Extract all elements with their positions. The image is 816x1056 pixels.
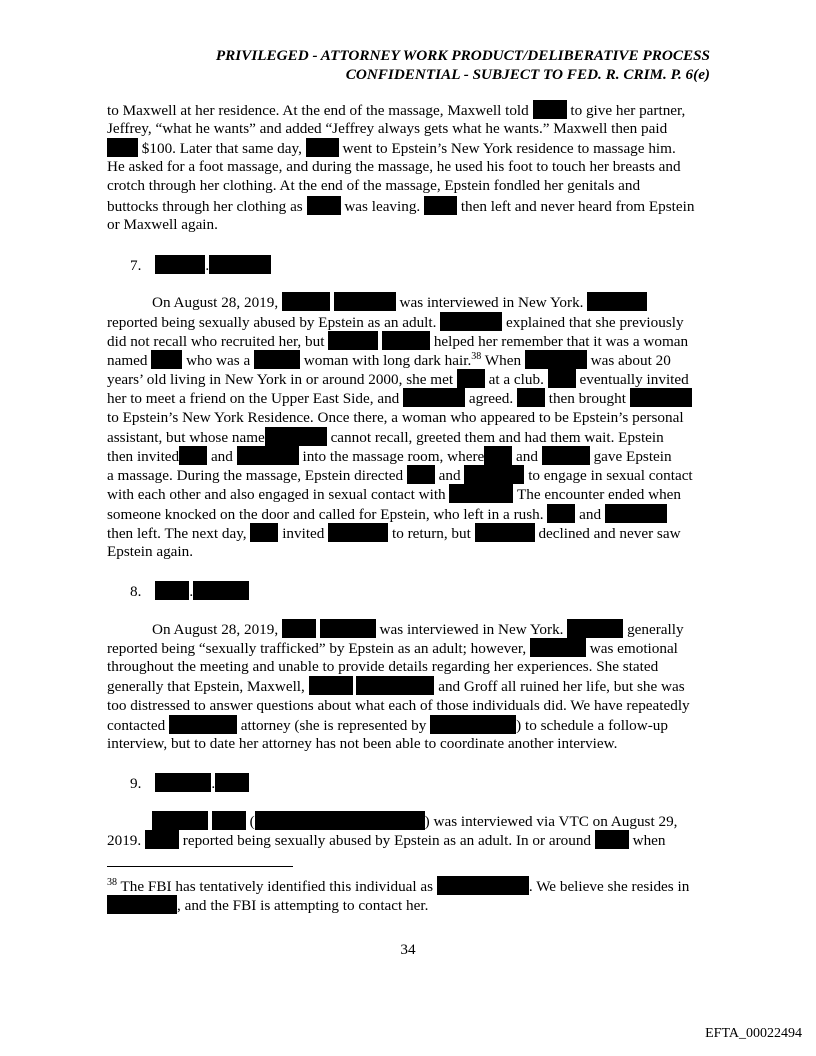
body-line: buttocks through her clothing as was leaving. then left and never heard from Epstein — [107, 198, 695, 215]
redaction — [107, 895, 177, 914]
redaction — [282, 619, 316, 638]
body-line: ( ) was interviewed via VTC on August 29, — [152, 811, 677, 831]
body-line: a massage. During the massage, Epstein directed and to engage in sexual contact — [107, 467, 693, 484]
redaction — [457, 369, 485, 388]
redaction — [155, 773, 211, 792]
redaction — [517, 388, 545, 407]
body-line: did not recall who recruited her, but helped her remember that it was a woman — [107, 333, 689, 350]
list-item-heading: 7. . — [130, 255, 271, 275]
redaction — [151, 350, 182, 369]
body-line: He asked for a foot massage, and during the massage, he used his foot to touch her breasts and — [107, 158, 681, 175]
footnote-mark: 38 — [107, 876, 117, 888]
body-line: assistant, but whose name cannot recall, greeted them and had them wait. Epstein — [107, 429, 664, 446]
footnote-ref: 38 — [471, 350, 482, 362]
redaction — [382, 331, 430, 350]
redaction — [440, 312, 502, 331]
redaction — [334, 292, 396, 311]
body-line: throughout the meeting and unable to provide details regarding her experiences. She stated — [107, 658, 659, 675]
redaction — [484, 446, 512, 465]
redaction — [356, 676, 434, 695]
redaction — [250, 523, 278, 542]
redaction — [193, 581, 249, 600]
redaction — [567, 619, 623, 638]
body-line: then left. The next day, invited to return, but declined and never saw — [107, 525, 681, 542]
body-line: to Maxwell at her residence. At the end of the massage, Maxwell told to give her partner, — [107, 102, 686, 119]
redaction — [547, 504, 575, 523]
redaction — [464, 465, 524, 484]
redaction — [320, 619, 376, 638]
body-line: crotch through her clothing. At the end of the massage, Epstein fondled her genitals and — [107, 177, 641, 194]
redaction — [630, 388, 692, 407]
redaction — [475, 523, 535, 542]
body-line: reported being “sexually trafficked” by Epstein as an adult; however, was emotional — [107, 640, 678, 657]
body-line: with each other and also engaged in sexual contact with The encounter ended when — [107, 486, 682, 503]
redaction — [548, 369, 576, 388]
body-line: On August 28, 2019, was interviewed in New York. — [152, 292, 647, 312]
list-item-heading: 9. . — [130, 773, 249, 793]
redaction — [605, 504, 667, 523]
list-item-heading: 8. . — [130, 581, 249, 601]
redaction — [255, 811, 425, 830]
redaction — [179, 446, 207, 465]
privilege-header-line-1: PRIVILEGED - ATTORNEY WORK PRODUCT/DELIBERATIVE PROCESS — [215, 47, 710, 64]
redaction — [542, 446, 590, 465]
redaction — [328, 331, 378, 350]
privilege-header-line-2: CONFIDENTIAL - SUBJECT TO FED. R. CRIM. P. 6(e) — [345, 66, 710, 83]
page-number: 34 — [400, 941, 416, 958]
redaction — [407, 465, 435, 484]
redaction — [107, 138, 138, 157]
redaction — [265, 427, 327, 446]
body-line: to Epstein’s New York Residence. Once there, a woman who appeared to be Epstein’s personal — [107, 409, 684, 426]
body-line: 2019. reported being sexually abused by Epstein as an adult. In or around when — [107, 832, 666, 849]
redaction — [595, 830, 629, 849]
redaction — [254, 350, 300, 369]
body-line: or Maxwell again. — [107, 216, 218, 233]
redaction — [430, 715, 516, 734]
redaction — [237, 446, 299, 465]
redaction — [145, 830, 179, 849]
redaction — [212, 811, 246, 830]
body-line: On August 28, 2019, was interviewed in New York. generally — [152, 621, 684, 638]
redaction — [155, 581, 189, 600]
redaction — [307, 196, 341, 215]
body-line: Epstein again. — [107, 543, 194, 560]
body-line: her to meet a friend on the Upper East Side, and agreed. then brought — [107, 388, 692, 408]
body-line: then invited and into the massage room, where and gave Epstein — [107, 448, 672, 465]
redaction — [169, 715, 237, 734]
body-line: Jeffrey, “what he wants” and added “Jeffrey always gets what he wants.” Maxwell then paid — [107, 120, 668, 137]
redaction — [533, 100, 567, 119]
redaction — [525, 350, 587, 369]
redaction — [587, 292, 647, 311]
redaction — [282, 292, 330, 311]
body-line: interview, but to date her attorney has not been able to coordinate another interview. — [107, 735, 618, 752]
redaction — [152, 811, 208, 830]
redaction — [306, 138, 339, 157]
redaction — [328, 523, 388, 542]
redaction — [215, 773, 249, 792]
bates-number: EFTA_00022494 — [705, 1026, 802, 1041]
body-line: years’ old living in New York in or around 2000, she met at a club. eventually invited — [107, 371, 689, 388]
redaction — [403, 388, 465, 407]
redaction — [449, 484, 513, 503]
body-line: named who was a woman with long dark hair.$^{38}$ When was about 20 — [107, 350, 671, 369]
redaction — [209, 255, 271, 274]
body-line: contacted attorney (she is represented by ) to schedule a follow-up — [107, 717, 668, 734]
footnote-rule — [107, 866, 293, 867]
footnote-line: $^{38}$ The FBI has tentatively identified this individual as . We believe she resides in — [107, 876, 690, 895]
redaction — [424, 196, 457, 215]
body-line: too distressed to answer questions about what each of those individuals did. We have repeatedly — [107, 697, 690, 714]
body-line: reported being sexually abused by Epstein as an adult. explained that she previously — [107, 314, 684, 331]
redaction — [437, 876, 529, 895]
redaction — [530, 638, 586, 657]
body-line: generally that Epstein, Maxwell, and Groff all ruined her life, but she was — [107, 678, 685, 695]
footnote-line: , and the FBI is attempting to contact her. — [107, 895, 428, 915]
body-line: $100. Later that same day, went to Epstein’s New York residence to massage him. — [107, 138, 676, 158]
redaction — [155, 255, 205, 274]
body-line: someone knocked on the door and called for Epstein, who left in a rush. and — [107, 504, 667, 524]
redaction — [309, 676, 353, 695]
